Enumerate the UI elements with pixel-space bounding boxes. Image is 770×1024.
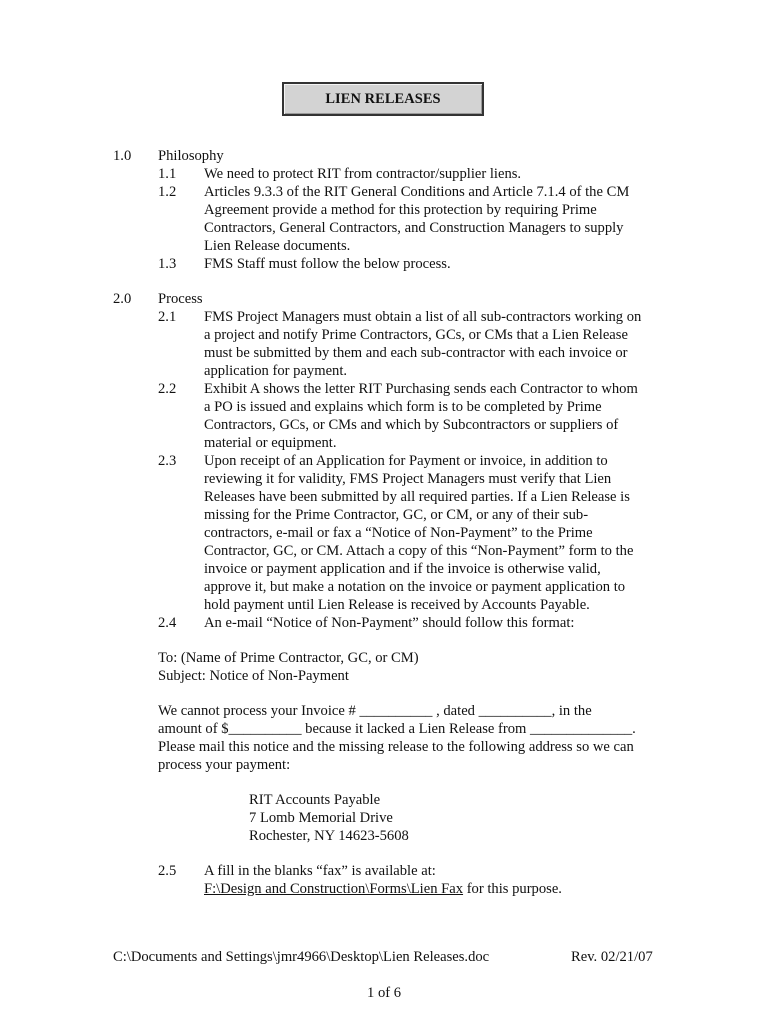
item-line: Contractors, GCs, or CMs and which by Subcontractors or suppliers of [204, 417, 619, 433]
item-line: Lien Release documents. [204, 238, 351, 254]
item-line: must be submitted by them and each sub-contractor with each invoice or [204, 345, 628, 361]
section-heading: Philosophy [158, 148, 224, 164]
item-line: reviewing it for validity, FMS Project Managers must verify that Lien [204, 471, 612, 487]
page-title: LIEN RELEASES [325, 90, 441, 107]
item-line: Upon receipt of an Application for Payment or invoice, in addition to [204, 453, 608, 469]
section-heading: Process [158, 291, 203, 307]
item-line: Exhibit A shows the letter RIT Purchasing sends each Contractor to whom [204, 381, 638, 397]
item-line: invoice or payment application and if the invoice is otherwise valid, [204, 561, 601, 577]
email-body-line: process your payment: [158, 757, 291, 773]
item-number: 2.1 [158, 309, 177, 325]
item-line: An e-mail “Notice of Non-Payment” should follow this format: [204, 615, 575, 631]
path-suffix: for this purpose. [463, 881, 562, 897]
page-number: 1 of 6 [367, 985, 402, 1001]
address-line: 7 Lomb Memorial Drive [249, 810, 393, 826]
item-number: 1.2 [158, 184, 177, 200]
item-line [204, 880, 562, 898]
item-number: 2.3 [158, 453, 177, 469]
item-line: approve it, but make a notation on the invoice or payment application to [204, 579, 626, 595]
footer-file-path: C:\Documents and Settings\jmr4966\Desktop\Lien Releases.doc [113, 949, 490, 965]
email-body-line: Please mail this notice and the missing release to the following address so we can [158, 739, 634, 755]
item-number: 2.4 [158, 615, 177, 631]
email-body-line: amount of $__________ because it lacked a Lien Release from ______________. [158, 721, 636, 737]
address-line: RIT Accounts Payable [249, 792, 381, 808]
section-number: 2.0 [113, 291, 132, 307]
item-number: 1.1 [158, 166, 177, 182]
item-line: Releases have been submitted by all required parties. If a Lien Release is [204, 489, 630, 505]
item-line: material or equipment. [204, 435, 337, 451]
item-line: a project and notify Prime Contractors, GCs, or CMs that a Lien Release [204, 327, 628, 343]
item-number: 2.5 [158, 863, 177, 879]
email-to: To: (Name of Prime Contractor, GC, or CM) [158, 650, 419, 666]
item-number: 1.3 [158, 256, 177, 272]
email-body-line: We cannot process your Invoice # __________ , dated __________, in the [158, 703, 592, 719]
item-line: Contractor, GC, or CM. Attach a copy of this “Non-Payment” form to the [204, 543, 634, 559]
address-line: Rochester, NY 14623-5608 [249, 828, 409, 844]
item-line: We need to protect RIT from contractor/supplier liens. [204, 166, 522, 182]
item-line: Agreement provide a method for this protection by requiring Prime [204, 202, 597, 218]
item-line: FMS Staff must follow the below process. [204, 256, 451, 272]
item-line: Articles 9.3.3 of the RIT General Conditions and Article 7.1.4 of the CM [204, 184, 630, 200]
item-line: application for payment. [204, 363, 348, 379]
footer-revision: Rev. 02/21/07 [571, 949, 653, 965]
section-number: 1.0 [113, 148, 132, 164]
email-subject: Subject: Notice of Non-Payment [158, 668, 349, 684]
fax-form-path-link[interactable]: F:\Design and Construction\Forms\Lien Fax [204, 881, 464, 897]
item-line: hold payment until Lien Release is received by Accounts Payable. [204, 597, 590, 613]
item-line: contractors, e-mail or fax a “Notice of Non-Payment” to the Prime [204, 525, 593, 541]
item-line: A fill in the blanks “fax” is available at: [204, 863, 436, 879]
item-line: Contractors, General Contractors, and Construction Managers to supply [204, 220, 624, 236]
item-number: 2.2 [158, 381, 177, 397]
item-line: missing for the Prime Contractor, GC, or CM, or any of their sub- [204, 507, 589, 523]
title-box [282, 82, 484, 116]
item-line: FMS Project Managers must obtain a list of all sub-contractors working on [204, 309, 642, 325]
item-line: a PO is issued and explains which form is to be completed by Prime [204, 399, 602, 415]
